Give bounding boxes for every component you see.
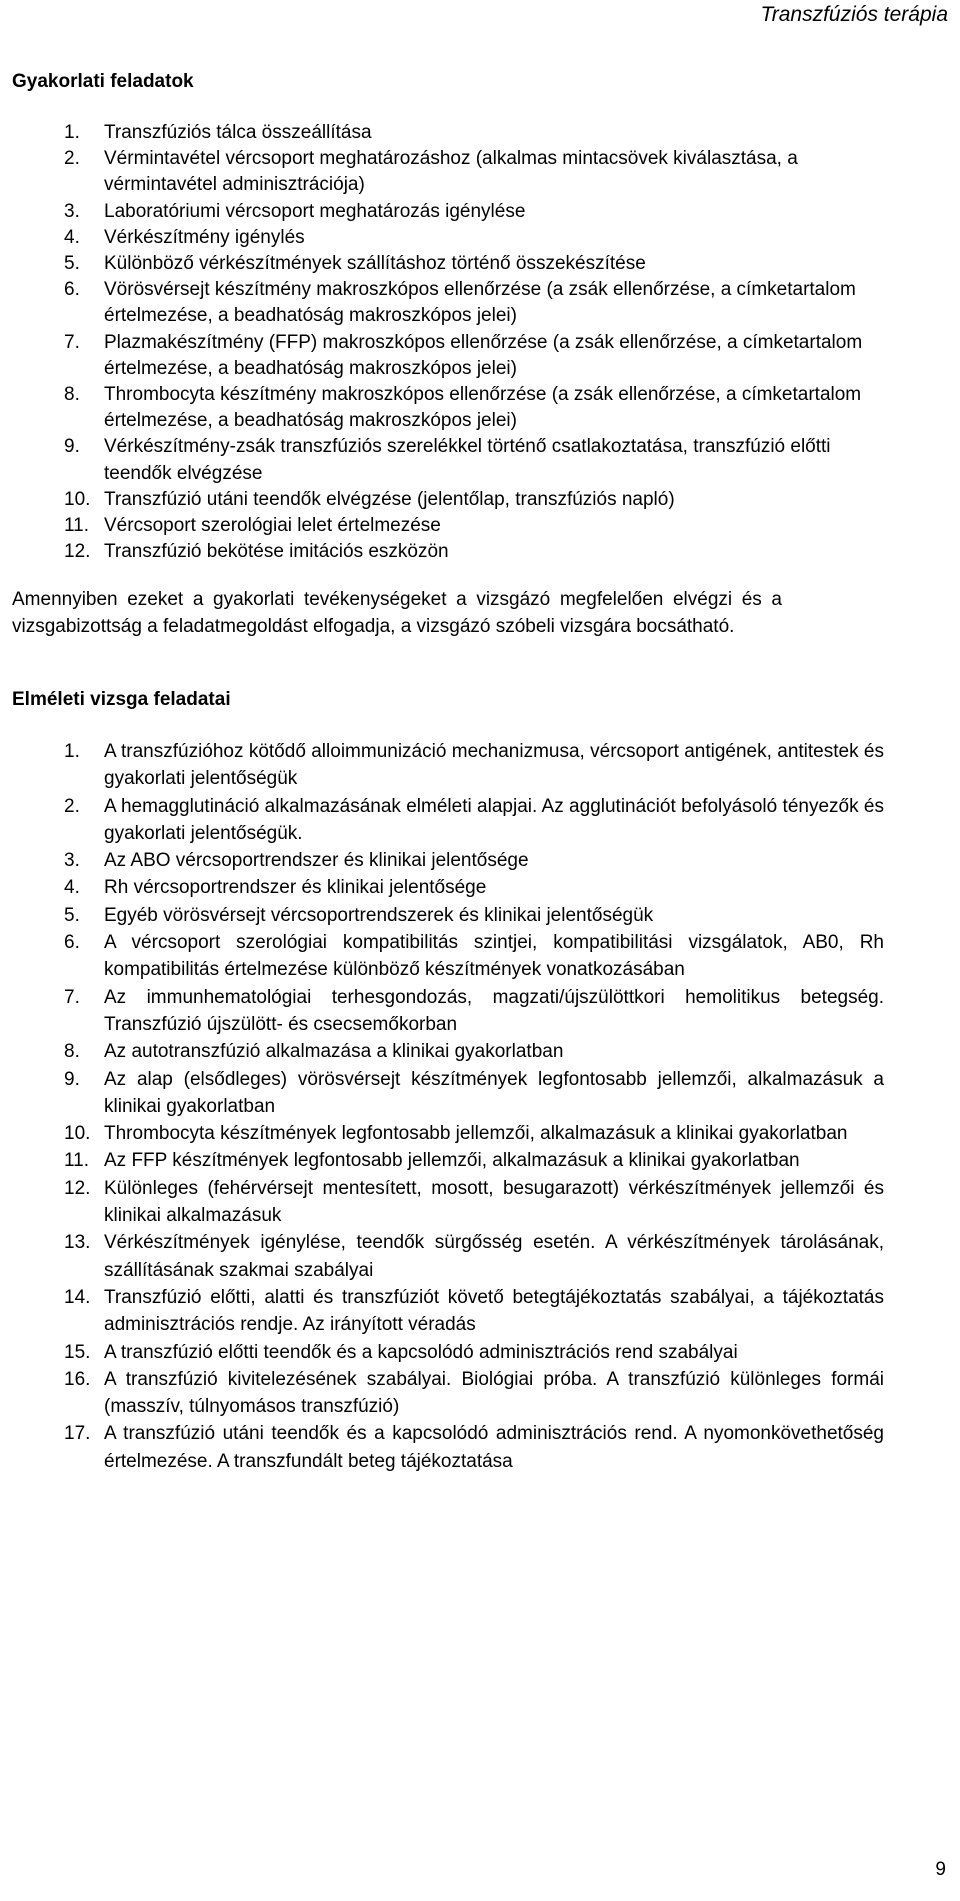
admission-paragraph: Amennyiben ezeket a gyakorlati tevékenységeket a vizsgázó megfelelően elvégzi és a vizsgabizottság a feladatmegoldást elfogadja, a vizsgázó szóbeli vizsgára bocsátható.	[12, 589, 782, 637]
item-text: Vérkészítmény igénylés	[104, 226, 305, 248]
item-text: Különböző vérkészítmények szállításhoz történő összekészítése	[104, 253, 646, 275]
item-number: 12.	[64, 541, 91, 563]
list-item	[64, 251, 874, 277]
item-number: 3.	[64, 850, 80, 872]
list-item	[64, 984, 884, 1039]
list-item	[64, 382, 874, 434]
item-number: 15.	[64, 1341, 91, 1363]
list-item	[64, 1175, 884, 1230]
item-text: Az FFP készítmények legfontosabb jellemzői, alkalmazásuk a klinikai gyakorlatban	[104, 1150, 800, 1172]
item-number: 6.	[64, 279, 80, 301]
list-item	[64, 793, 884, 848]
item-text: Vörösvérsejt készítmény makroszkópos ellenőrzése (a zsák ellenőrzése, a címketartalom értelmezése, a beadhatóság makroszkópos jelei)	[104, 279, 856, 327]
list-item	[64, 1339, 884, 1366]
list-item	[64, 1420, 884, 1475]
item-number: 5.	[64, 904, 80, 926]
item-text: Laboratóriumi vércsoport meghatározás igénylése	[104, 200, 526, 222]
item-text: Vércsoport szerológiai lelet értelmezése	[104, 515, 441, 537]
list-item	[64, 539, 874, 565]
practical-heading: Gyakorlati feladatok	[12, 71, 194, 92]
item-number: 2.	[64, 795, 80, 817]
item-text: Thrombocyta készítmények legfontosabb jellemzői, alkalmazásuk a klinikai gyakorlatban	[104, 1123, 848, 1145]
item-text: Vérkészítmények igénylése, teendők sürgősség esetén. A vérkészítmények tárolásának, szállításának szakmai szabályai	[104, 1232, 884, 1281]
item-number: 8.	[64, 384, 80, 406]
list-item	[64, 1147, 884, 1174]
item-number: 1.	[64, 122, 80, 143]
item-text: Transzfúzió utáni teendők elvégzése (jelentőlap, transzfúziós napló)	[104, 488, 675, 510]
list-item	[64, 1284, 884, 1339]
item-number: 9.	[64, 1068, 80, 1090]
list-item	[64, 1038, 884, 1065]
item-text: A hemagglutináció alkalmazásának elméleti alapjai. Az agglutinációt befolyásoló tényezők és gyakorlati jelentőségük.	[104, 795, 884, 844]
list-item	[64, 1120, 884, 1147]
item-number: 8.	[64, 1041, 80, 1063]
item-number: 11.	[64, 1150, 90, 1172]
item-text: Az alap (elsődleges) vörösvérsejt készítmények legfontosabb jellemzői, alkalmazásuk a klinikai gyakorlatban	[104, 1068, 884, 1117]
item-text: Vérmintavétel vércsoport meghatározáshoz (alkalmas mintacsövek kiválasztása, a vérmintavétel adminisztrációja)	[104, 148, 798, 196]
list-item	[64, 487, 874, 513]
item-number: 3.	[64, 200, 80, 222]
list-item	[64, 738, 884, 793]
list-item	[64, 434, 874, 486]
item-number: 13.	[64, 1232, 91, 1254]
list-item	[64, 199, 874, 225]
item-number: 4.	[64, 877, 80, 899]
item-number: 10.	[64, 488, 91, 510]
item-text: Különleges (fehérvérsejt mentesített, mosott, besugarazott) vérkészítmények jellemzői és klinikai alkalmazásuk	[104, 1177, 884, 1227]
list-item	[64, 146, 874, 198]
item-number: 1.	[64, 741, 80, 762]
list-item	[64, 225, 874, 251]
item-number: 7.	[64, 986, 80, 1008]
list-item	[64, 874, 884, 901]
item-text: A transzfúzió kivitelezésének szabályai. Biológiai próba. A transzfúzió különleges formái (masszív, túlnyomásos transzfúzió)	[104, 1368, 884, 1418]
item-text: Transzfúzió előtti, alatti és transzfúziót követő betegtájékoztatás szabályai, a tájékoztatás adminisztrációs rendje. Az irányított véradás	[104, 1286, 884, 1336]
item-text: A transzfúzióhoz kötődő alloimmunizáció mechanizmusa, vércsoport antigének, antitestek és gyakorlati jelentőségük	[104, 741, 884, 790]
item-text: A transzfúzió utáni teendők és a kapcsolódó adminisztrációs rend. A nyomonkövethetőség értelmezése. A transzfundált beteg tájékoztatása	[104, 1423, 884, 1472]
list-item	[64, 847, 884, 874]
item-text: A transzfúzió előtti teendők és a kapcsolódó adminisztrációs rend szabályai	[104, 1341, 738, 1363]
item-number: 12.	[64, 1177, 91, 1199]
item-number: 11.	[64, 515, 90, 537]
item-text: Az autotranszfúzió alkalmazása a klinikai gyakorlatban	[104, 1041, 564, 1063]
item-text: Thrombocyta készítmény makroszkópos ellenőrzése (a zsák ellenőrzése, a címketartalom értelmezése, a beadhatóság makroszkópos jelei)	[104, 384, 862, 432]
item-text: Az ABO vércsoportrendszer és klinikai jelentősége	[104, 850, 529, 872]
item-text: Rh vércsoportrendszer és klinikai jelentősége	[104, 877, 487, 899]
item-number: 6.	[64, 932, 80, 954]
list-item	[64, 513, 874, 539]
item-number: 2.	[64, 148, 80, 170]
item-text: Transzfúziós tálca összeállítása	[104, 122, 372, 143]
theory-tasks-list	[64, 738, 884, 1475]
item-text: Vérkészítmény-zsák transzfúziós szerelékkel történő csatlakoztatása, transzfúzió előtti teendők elvégzése	[104, 436, 831, 484]
list-item	[64, 929, 884, 984]
item-number: 9.	[64, 436, 80, 458]
page-number: 9	[935, 1859, 946, 1880]
item-text: Plazmakészítmény (FFP) makroszkópos ellenőrzése (a zsák ellenőrzése, a címketartalom értelmezése, a beadhatóság makroszkópos jelei)	[104, 331, 863, 379]
list-item	[64, 902, 884, 929]
list-item	[64, 1366, 884, 1421]
list-item	[64, 277, 874, 329]
running-header: Transzfúziós terápia	[760, 3, 948, 26]
theory-heading: Elméleti vizsga feladatai	[12, 689, 231, 710]
item-number: 7.	[64, 331, 80, 353]
item-text: A vércsoport szerológiai kompatibilitás szintjei, kompatibilitási vizsgálatok, AB0, Rh kompatibilitás értelmezése különböző készítmények vonatkozásában	[104, 932, 884, 981]
item-number: 4.	[64, 226, 80, 248]
item-text: Egyéb vörösvérsejt vércsoportrendszerek és klinikai jelentőségük	[104, 904, 654, 926]
list-item	[64, 1066, 884, 1121]
item-number: 14.	[64, 1286, 91, 1308]
item-number: 10.	[64, 1123, 91, 1145]
list-item	[64, 120, 874, 146]
item-text: Az immunhematológiai terhesgondozás, magzati/újszülöttkori hemolitikus betegség. Transzfúzió újszülött- és csecsemőkorban	[104, 986, 884, 1035]
practical-tasks-list	[64, 120, 874, 565]
list-item	[64, 1229, 884, 1284]
item-text: Transzfúzió bekötése imitációs eszközön	[104, 541, 449, 563]
item-number: 5.	[64, 253, 80, 275]
list-item	[64, 330, 874, 382]
item-number: 17.	[64, 1423, 91, 1445]
item-number: 16.	[64, 1368, 91, 1390]
